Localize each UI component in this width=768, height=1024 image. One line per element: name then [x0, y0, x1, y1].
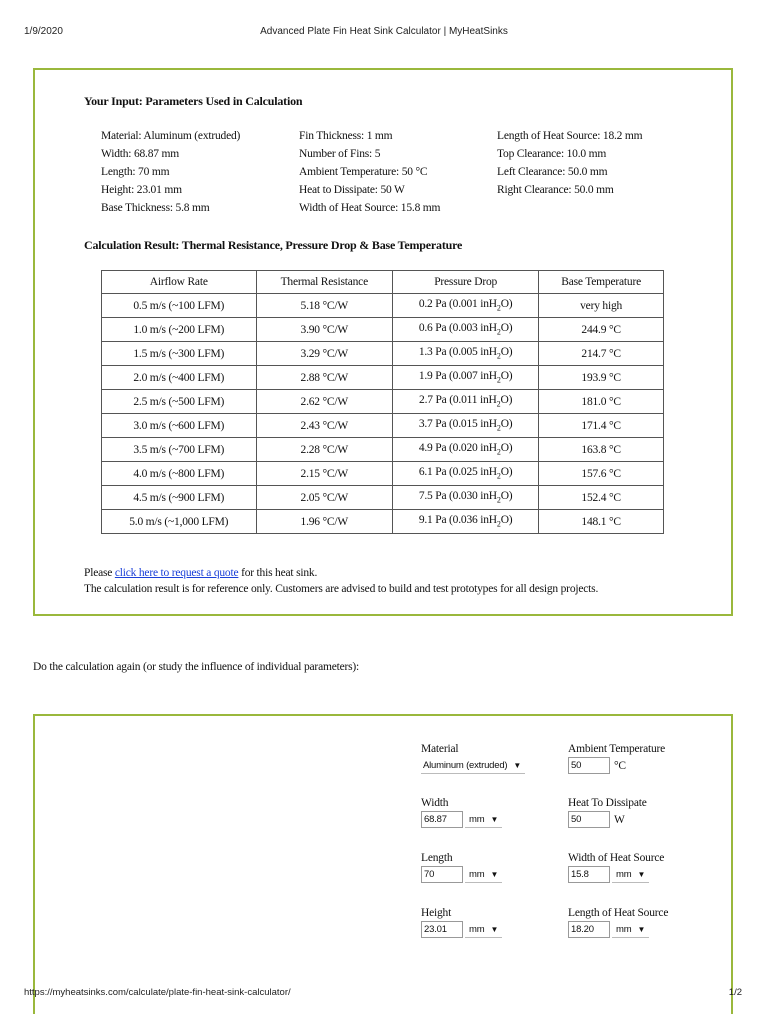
height-unit-select[interactable]: [465, 921, 502, 938]
dropdown-arrow-icon: ▼: [637, 925, 646, 934]
airflow-cell: 3.0 m/s (~600 LFM): [102, 414, 257, 438]
ambient-input[interactable]: 50: [568, 757, 610, 774]
source-length-input[interactable]: 18.20: [568, 921, 610, 938]
note-suffix: for this heat sink.: [238, 567, 318, 579]
pressure-drop-cell: 1.3 Pa (0.005 inH$_2$O): [393, 342, 539, 366]
recalculate-prompt: Do the calculation again (or study the influence of individual parameters):: [33, 661, 360, 673]
airflow-cell: 1.0 m/s (~200 LFM): [102, 318, 257, 342]
width-unit-select[interactable]: [465, 811, 502, 828]
table-row: [102, 438, 664, 462]
ambient-unit: °C: [614, 759, 626, 772]
results-table: [101, 270, 664, 534]
param-column-2: [299, 127, 440, 217]
airflow-cell: 5.0 m/s (~1,000 LFM): [102, 510, 257, 534]
base-temperature-cell: 244.9 °C: [539, 318, 664, 342]
footer-url: https://myheatsinks.com/calculate/plate-fin-heat-sink-calculator/: [24, 987, 291, 998]
table-row: [102, 462, 664, 486]
param-width: Width: 68.87 mm: [101, 148, 179, 160]
dropdown-arrow-icon: ▼: [513, 761, 522, 770]
pressure-drop-cell: 6.1 Pa (0.025 inH$_2$O): [393, 462, 539, 486]
airflow-cell: 4.5 m/s (~900 LFM): [102, 486, 257, 510]
width-unit-value: mm: [469, 814, 485, 825]
base-temperature-cell: 152.4 °C: [539, 486, 664, 510]
pressure-drop-cell: 1.9 Pa (0.007 inH$_2$O): [393, 366, 539, 390]
col-header-pressure-drop: Pressure Drop: [393, 271, 539, 294]
param-left-clearance: Left Clearance: 50.0 mm: [497, 166, 608, 178]
table-row: [102, 486, 664, 510]
table-row: [102, 510, 664, 534]
length-input[interactable]: 70: [421, 866, 463, 883]
base-temperature-cell: 163.8 °C: [539, 438, 664, 462]
note-prefix: Please: [84, 567, 115, 579]
base-temperature-cell: very high: [539, 294, 664, 318]
source-width-unit-select[interactable]: [612, 866, 649, 883]
thermal-resistance-cell: 2.05 °C/W: [256, 486, 393, 510]
param-fin-thickness: Fin Thickness: 1 mm: [299, 130, 393, 142]
dropdown-arrow-icon: ▼: [490, 925, 499, 934]
dropdown-arrow-icon: ▼: [637, 870, 646, 879]
table-header-row: [102, 271, 664, 294]
length-unit-value: mm: [469, 869, 485, 880]
page-number: 1/2: [728, 987, 742, 998]
thermal-resistance-cell: 2.88 °C/W: [256, 366, 393, 390]
col-header-base-temperature: Base Temperature: [539, 271, 664, 294]
length-label: Length: [421, 852, 453, 864]
length-unit-select[interactable]: [465, 866, 502, 883]
thermal-resistance-cell: 3.29 °C/W: [256, 342, 393, 366]
ambient-field-group: [568, 743, 665, 774]
pressure-drop-cell: 0.2 Pa (0.001 inH$_2$O): [393, 294, 539, 318]
param-material: Material: Aluminum (extruded): [101, 130, 241, 142]
pressure-drop-cell: 0.6 Pa (0.003 inH$_2$O): [393, 318, 539, 342]
heat-unit: W: [614, 813, 625, 826]
pressure-drop-cell: 3.7 Pa (0.015 inH$_2$O): [393, 414, 539, 438]
quote-note: [84, 565, 598, 597]
thermal-resistance-cell: 2.15 °C/W: [256, 462, 393, 486]
table-row: [102, 390, 664, 414]
param-height: Height: 23.01 mm: [101, 184, 182, 196]
dropdown-arrow-icon: ▼: [490, 870, 499, 879]
param-base-thickness: Base Thickness: 5.8 mm: [101, 202, 210, 214]
source-width-unit-value: mm: [616, 869, 632, 880]
disclaimer-text: The calculation result is for reference only. Customers are advised to build and test prototypes for all design projects.: [84, 583, 599, 595]
param-top-clearance: Top Clearance: 10.0 mm: [497, 148, 607, 160]
param-ambient-temperature: Ambient Temperature: 50 °C: [299, 166, 428, 178]
airflow-cell: 0.5 m/s (~100 LFM): [102, 294, 257, 318]
source-length-label: Length of Heat Source: [568, 907, 669, 919]
source-width-input[interactable]: 15.8: [568, 866, 610, 883]
param-column-1: [101, 127, 240, 217]
pressure-drop-cell: 7.5 Pa (0.030 inH$_2$O): [393, 486, 539, 510]
param-right-clearance: Right Clearance: 50.0 mm: [497, 184, 614, 196]
source-length-field-group: [568, 907, 668, 938]
pressure-drop-cell: 2.7 Pa (0.011 inH$_2$O): [393, 390, 539, 414]
base-temperature-cell: 148.1 °C: [539, 510, 664, 534]
param-width-of-heat-source: Width of Heat Source: 15.8 mm: [299, 202, 441, 214]
base-temperature-cell: 171.4 °C: [539, 414, 664, 438]
material-field-group: [421, 743, 525, 774]
width-label: Width: [421, 797, 449, 809]
airflow-cell: 3.5 m/s (~700 LFM): [102, 438, 257, 462]
print-date: 1/9/2020: [24, 26, 63, 37]
material-select-value: Aluminum (extruded): [423, 760, 508, 771]
table-row: [102, 318, 664, 342]
param-column-3: [497, 127, 642, 199]
base-temperature-cell: 181.0 °C: [539, 390, 664, 414]
param-length-of-heat-source: Length of Heat Source: 18.2 mm: [497, 130, 643, 142]
input-section-title: Your Input: Parameters Used in Calculation: [84, 94, 303, 108]
thermal-resistance-cell: 1.96 °C/W: [256, 510, 393, 534]
request-quote-link[interactable]: click here to request a quote: [114, 567, 239, 579]
col-header-thermal-resistance: Thermal Resistance: [256, 271, 393, 294]
airflow-cell: 2.0 m/s (~400 LFM): [102, 366, 257, 390]
length-field-group: [421, 852, 502, 883]
height-unit-value: mm: [469, 924, 485, 935]
material-select[interactable]: [421, 757, 525, 774]
dropdown-arrow-icon: ▼: [490, 815, 499, 824]
col-header-airflow: Airflow Rate: [102, 271, 257, 294]
base-temperature-cell: 214.7 °C: [539, 342, 664, 366]
param-number-of-fins: Number of Fins: 5: [299, 148, 381, 160]
airflow-cell: 4.0 m/s (~800 LFM): [102, 462, 257, 486]
base-temperature-cell: 193.9 °C: [539, 366, 664, 390]
heat-input[interactable]: 50: [568, 811, 610, 828]
thermal-resistance-cell: 2.62 °C/W: [256, 390, 393, 414]
source-width-field-group: [568, 852, 664, 883]
table-row: [102, 366, 664, 390]
param-heat-to-dissipate: Heat to Dissipate: 50 W: [299, 184, 405, 196]
height-input[interactable]: 23.01: [421, 921, 463, 938]
heat-field-group: [568, 797, 647, 828]
thermal-resistance-cell: 5.18 °C/W: [256, 294, 393, 318]
thermal-resistance-cell: 3.90 °C/W: [256, 318, 393, 342]
table-row: [102, 294, 664, 318]
width-input[interactable]: 68.87: [421, 811, 463, 828]
pressure-drop-cell: 9.1 Pa (0.036 inH$_2$O): [393, 510, 539, 534]
heat-label: Heat To Dissipate: [568, 797, 647, 809]
ambient-label: Ambient Temperature: [568, 743, 666, 755]
thermal-resistance-cell: 2.28 °C/W: [256, 438, 393, 462]
width-field-group: [421, 797, 502, 828]
height-field-group: [421, 907, 502, 938]
airflow-cell: 2.5 m/s (~500 LFM): [102, 390, 257, 414]
pressure-drop-cell: 4.9 Pa (0.020 inH$_2$O): [393, 438, 539, 462]
table-row: [102, 342, 664, 366]
result-section-title: Calculation Result: Thermal Resistance, Pressure Drop & Base Temperature: [84, 238, 463, 252]
airflow-cell: 1.5 m/s (~300 LFM): [102, 342, 257, 366]
page-title: Advanced Plate Fin Heat Sink Calculator | MyHeatSinks: [260, 26, 508, 37]
param-length: Length: 70 mm: [101, 166, 170, 178]
base-temperature-cell: 157.6 °C: [539, 462, 664, 486]
source-length-unit-select[interactable]: [612, 921, 649, 938]
table-row: [102, 414, 664, 438]
thermal-resistance-cell: 2.43 °C/W: [256, 414, 393, 438]
material-label: Material: [421, 743, 459, 755]
height-label: Height: [421, 907, 452, 919]
source-length-unit-value: mm: [616, 924, 632, 935]
source-width-label: Width of Heat Source: [568, 852, 665, 864]
